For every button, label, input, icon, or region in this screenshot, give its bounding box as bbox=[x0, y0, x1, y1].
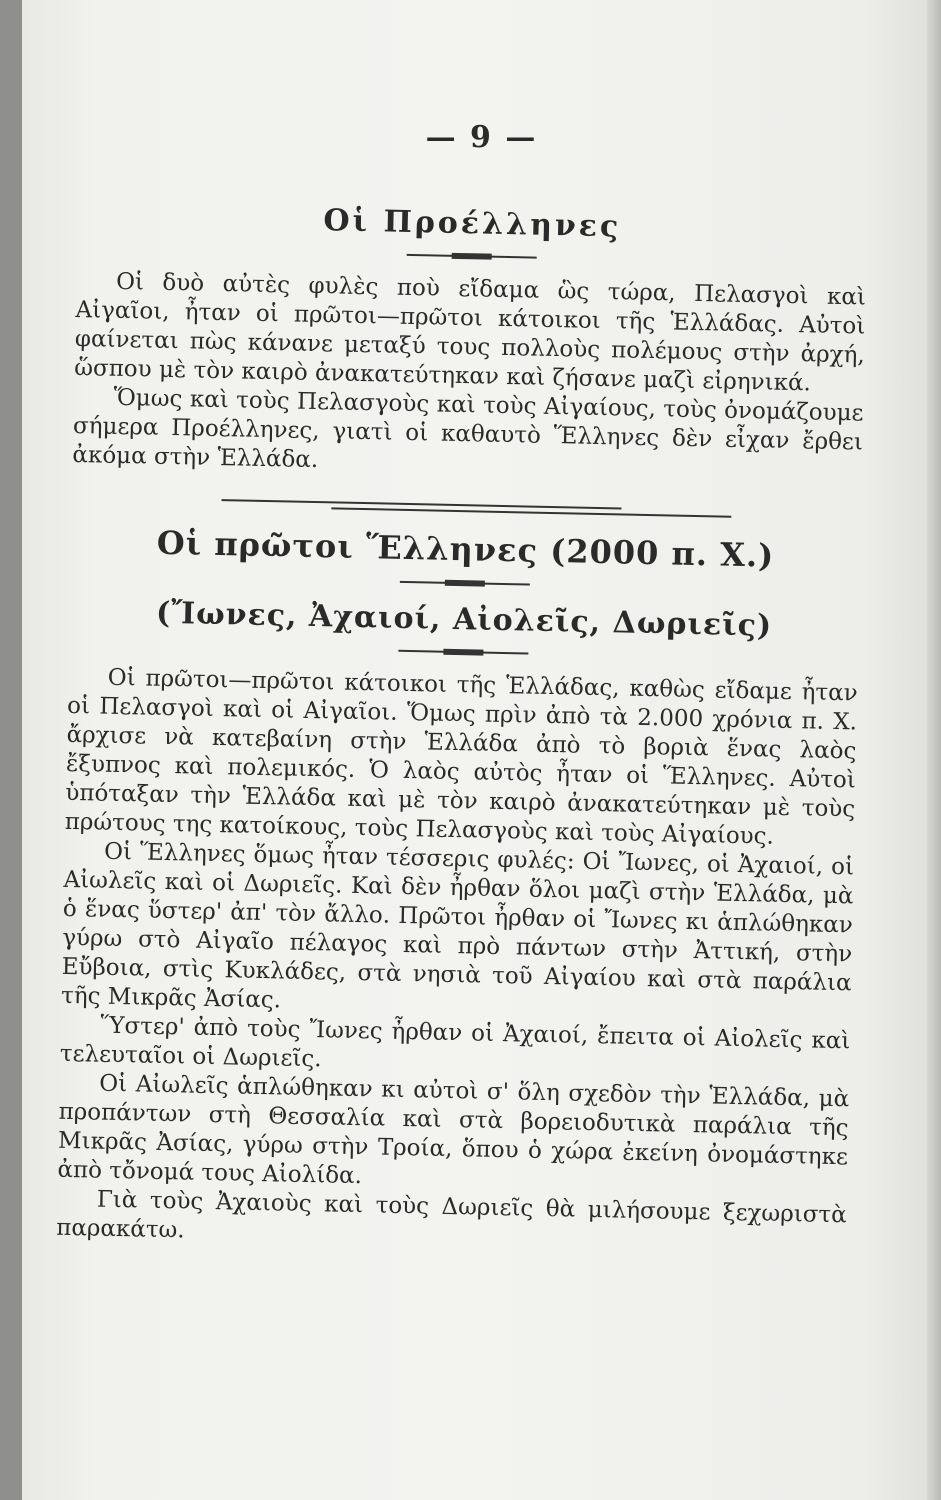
page-content bbox=[56, 190, 868, 1259]
ornamental-rule bbox=[398, 650, 528, 655]
paragraph: Οἱ δυὸ αὐτὲς φυλὲς ποὺ εἴδαμα ὣς τώρα, Πελασγοὶ καὶ Αἰγαῖοι, ἦταν οἱ πρῶτοι—πρῶτοι κάτοικοι τῆς Ἑλλάδας. Αὐτοὶ φαίνεται πὼς κάνανε μεταξύ τους πολλοὺς πολέμους στὴν ἀρχή, ὥσπου μὲ τὸν καιρὸ ἀνακατεύτηκαν καὶ ζήσανε μαζὶ εἰρηνικά. bbox=[74, 268, 867, 397]
ornamental-rule bbox=[407, 254, 537, 259]
paragraph: Οἱ πρῶτοι—πρῶτοι κάτοικοι τῆς Ἑλλάδας, καθὼς εἴδαμε ἦταν οἱ Πελασγοὶ καὶ οἱ Αἰγαῖοι. Ὅμως πρὶν ἀπὸ τὰ 2.000 χρόνια π. Χ. ἄρχισε νὰ κατεβαίνη στὴν Ἑλλάδα ἀπὸ τὸ βοριὰ ἕνας λαὸς ἔξυπνος καὶ πολεμικός. Ὁ λαὸς αὐτὸς ἦταν οἱ Ἕλληνες. Αὐτοὶ ὑπόταξαν τὴν Ἑλλάδα καὶ μὲ τὸν καιρὸ ἀνακατεύτηκαν μὲ τοὺς πρώτους της κατοίκους, τοὺς Πελασγοὺς καὶ τοὺς Αἰγαίους. bbox=[64, 664, 858, 850]
ornamental-rule bbox=[400, 581, 530, 586]
section-subtitle-tribes: (Ἴωνες, Ἀχαιοί, Αἰολεῖς, Δωριεῖς) bbox=[155, 595, 773, 644]
page-spine-shadow bbox=[927, 0, 941, 1500]
paragraph: Ὕστερ' ἀπὸ τοὺς Ἴωνες ἦρθαν οἱ Ἀχαιοί, ἔπειτα οἱ Αἰολεῖς καὶ τελευταῖοι οἱ Δωριεῖς. bbox=[59, 1012, 851, 1073]
page-number: — 9 — bbox=[425, 120, 538, 155]
section-title-proellines: Οἱ Προέλληνες bbox=[323, 203, 622, 245]
paragraph: Ὅμως καὶ τοὺς Πελασγοὺς καὶ τοὺς Αἰγαίους, τοὺς ὀνομάζουμε σήμερα Προέλληνες, γιατὶ οἱ καθαυτὸ Ἕλληνες δὲν εἶχαν ἔρθει ἀκόμα στὴν Ἑλλάδα. bbox=[72, 384, 864, 474]
paragraph: Οἱ Αἰωλεῖς ἁπλώθηκαν κι αὐτοὶ σ' ὅλη σχεδὸν τὴν Ἑλλάδα, μὰ προπάντων στὴ Θεσσαλία καὶ στὰ βορειοδυτικὰ παράλια τῆς Μικρᾶς Ἀσίας, γύρω στὴν Τροία, ὅπου ὁ χώρα ἐκείνη ὀνομάστηκε ἀπὸ τὄνομά τους Αἰολίδα. bbox=[57, 1070, 850, 1190]
paragraph: Οἱ Ἕλληνες ὅμως ἦταν τέσσερις φυλές: Οἱ Ἴωνες, οἱ Ἀχαιοί, οἱ Αἰωλεῖς καὶ οἱ Δωριεῖς. Καὶ δὲν ἦρθαν ὅλοι μαζὶ στὴν Ἑλλάδα, μὰ ὁ ἕνας ὕστερ' ἀπ' τὸν ἄλλο. Πρῶτοι ἦρθαν οἱ Ἴωνες κι ἁπλώθηκαν γύρω στὸ Αἰγαῖο πέλαγος καὶ πρὸ πάντων στὴν Ἀττική, στὴν Εὔβοια, στὶς Κυκλάδες, στὰ νησιὰ τοῦ Αἰγαίου καὶ στὰ παράλια τῆς Μικρᾶς Ἀσίας. bbox=[60, 838, 855, 1014]
book-page bbox=[22, 0, 941, 1500]
paragraph: Γιὰ τοὺς Ἀχαιοὺς καὶ τοὺς Δωριεῖς θὰ μιλήσουμε ξεχωριστὰ παρακάτω. bbox=[55, 1186, 847, 1244]
section-title-first-greeks: Οἱ πρῶτοι Ἕλληνες (2000 π. Χ.) bbox=[156, 523, 775, 575]
